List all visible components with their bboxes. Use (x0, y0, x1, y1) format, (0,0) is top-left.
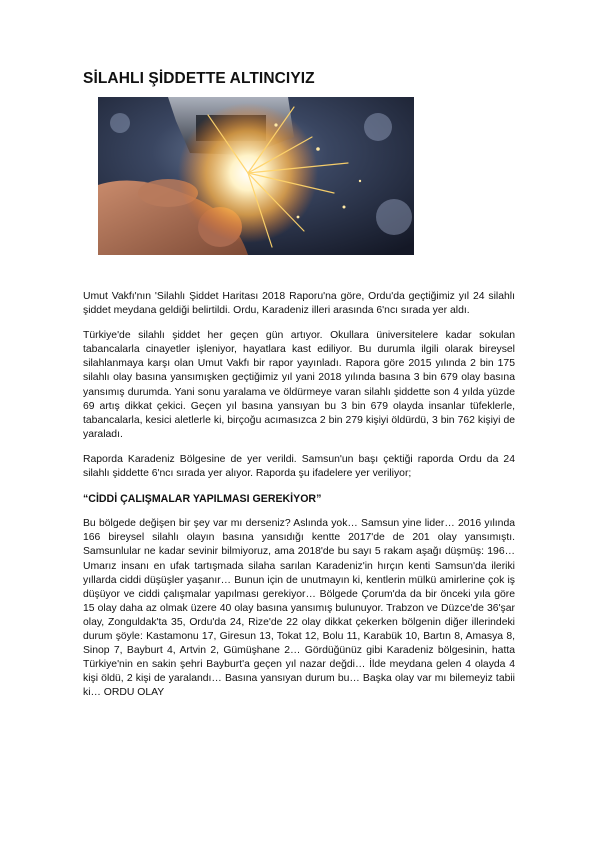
gun-firing-photo (98, 97, 414, 255)
paragraph-karadeniz: Raporda Karadeniz Bölgesine de yer verildi. Samsun'un başı çektiği raporda Ordu da 24 silahlı şiddette 6'ncı sırada yer alıyor. Raporda şu ifadelere yer veriliyor; (83, 453, 515, 480)
subheading: “CİDDİ ÇALIŞMALAR YAPILMASI GEREKİYOR” (83, 493, 322, 506)
paragraph-intro: Umut Vakfı'nın 'Silahlı Şiddet Haritası 2018 Raporu'na göre, Ordu'da geçtiğimiz yıl 24 silahlı şiddet meydana geldiği belirtildi. Ordu, Karadeniz illeri arasında 6'ncı sırada yer aldı. (83, 291, 515, 317)
article-title: SİLAHLI ŞİDDETTE ALTINCIYIZ (83, 70, 315, 87)
paragraph-turkey: Türkiye'de silahlı şiddet her geçen gün artıyor. Okullara üniversitelere kadar sokulan tabancalarla cinayetler işleniyor, hayatlara kast ediliyor. Bu durumla ilgili olarak bireysel silahlanmaya karşı olan Umut Vakfı bir rapor yayınladı. Rapora göre 2015 yılında 2 bin 175 silahlı olay basına yansımışken geçtiğimiz yıl yani 2018 yılında basına 3 bin 679 olay basına yansımış durumda. Yani sonu yaralama ve öldürmeye varan silahlı şiddette son 4 yılda yüzde 69 artış dikkat çekici. Geçen yıl basına yansıyan bu 3 bin 679 olayda insanlar tüfeklerle, tabancalarla, kesici aletlerle ki, birçoğu acımasızca 2 bin 279 kişiyi öldürdü, 3 bin 762 kişiyi de yaraladı. (83, 330, 515, 440)
gun-firing-illustration (98, 97, 414, 255)
article-body (83, 290, 515, 711)
paragraph-closing: Bu bölgede değişen bir şey var mı derseniz? Aslında yok… Samsun yine lider… 2016 yılında 166 bireysel silahlı olayın basına yansıdığı kentte 2017'de de 201 olay yansımıştı. Samsunlular ne kadar sevinir bilmiyoruz, ama 2018'de bu sayı 5 rakam aşağı düşmüş: 196… Umarız insanı en ufak tartışmada silaha sarılan Karadeniz'in hırçın kenti Samsun'da ileriki yıllarda ciddi düşüşler yaşanır… Bunun için de unutmayın ki, kentlerin mülkü amirlerine çok iş düşüyor ve ciddi çalışmalar yapılması gerekiyor… Bölgede Çorum'da da bir önceki yıla göre 15 olay daha az olmak üzere 40 olay basına yansımış bulunuyor. Trabzon ve Düzce'de 36'şar olay, Zonguldak'ta 35, Ordu'da 24, Rize'de 22 olay dikkat çekerken bölgenin diğer illerindeki durum şöyle: Kastamonu 17, Giresun 13, Tokat 12, Bolu 11, Karabük 10, Bartın 8, Amasya 8, Sinop 7, Bayburt 4, Artvin 2, Gümüşhane 2… Gördüğünüz gibi Karadeniz bölgesinin, hatta Türkiye'nin en sakin şehri Bayburt'a geçen yıl nazar değdi… İlde meydana gelen 4 olayda 4 kişi öldü, 2 kişi de yaralandı… Basına yansıyan durum bu… Başka olay var mı bilemeyiz tabii ki… ORDU OLAY (83, 518, 515, 699)
